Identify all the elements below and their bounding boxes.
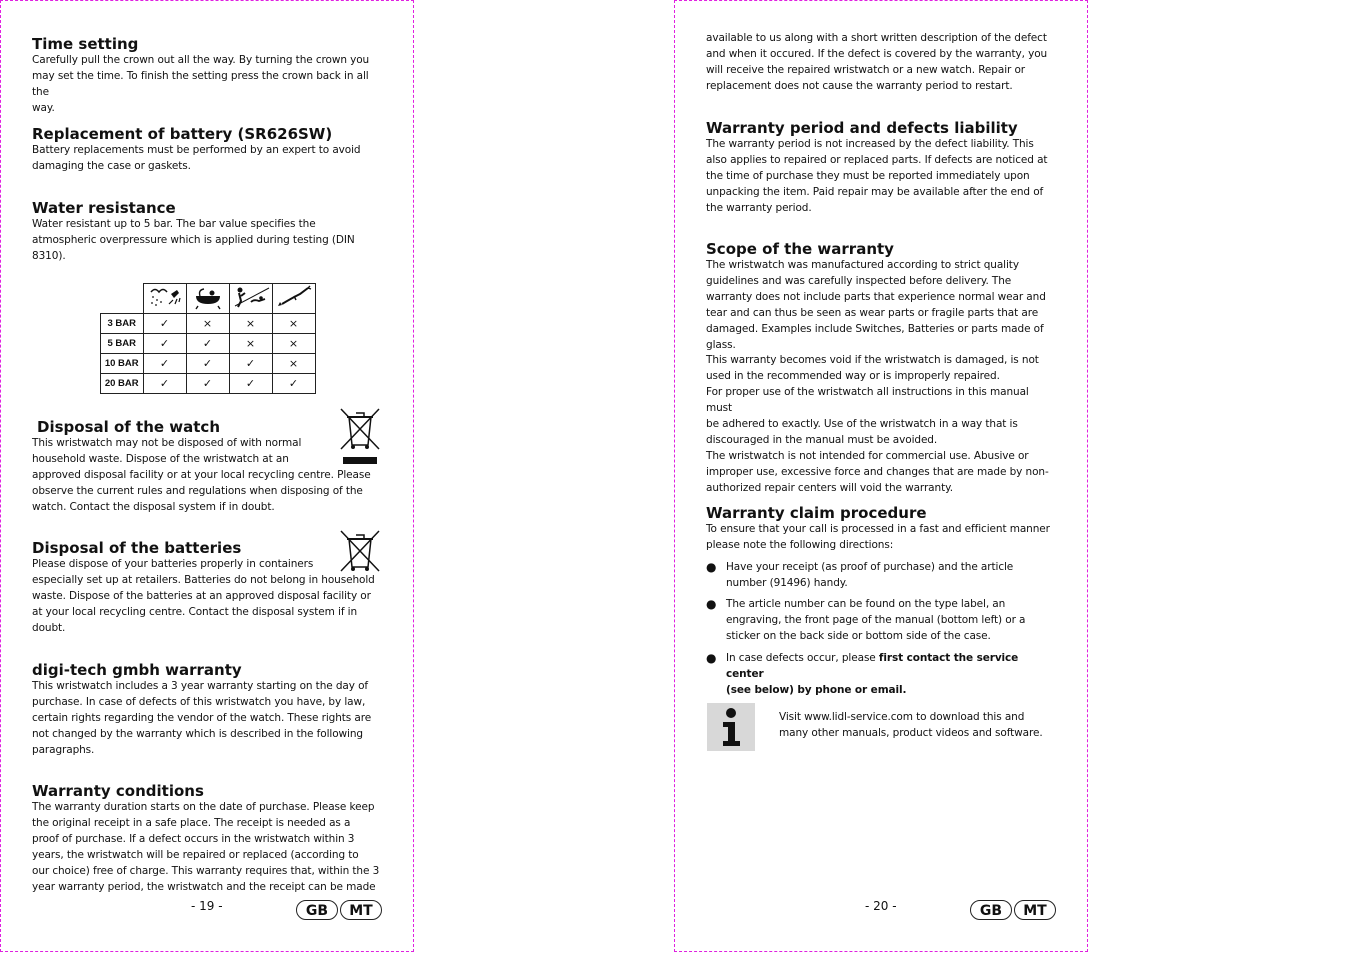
cell: ×	[229, 334, 272, 354]
swimming-icon	[229, 284, 272, 314]
row-label: 3 BAR	[101, 314, 144, 334]
line: at your local recycling centre. Contact the disposal system if in	[32, 605, 358, 618]
lang-badge-gb: GB	[970, 900, 1012, 920]
bullet-bold-text: first contact the service center	[726, 652, 1019, 680]
claim-bullet-list	[706, 560, 1056, 696]
cell: ×	[272, 334, 315, 354]
cell: ✓	[186, 374, 229, 394]
line: the time of purchase they must be reported immediately upon	[706, 169, 1030, 182]
section-warranty-period	[706, 119, 1056, 217]
section-claim-procedure	[706, 504, 1056, 554]
line: doubt.	[32, 621, 66, 634]
line: not changed by the warranty which is described in the following	[32, 727, 363, 740]
line: purchase. In case of defects of this wristwatch you have, by law,	[32, 695, 366, 708]
heading-warranty-conditions: Warranty conditions	[32, 782, 204, 800]
line: authorized repair centers will void the warranty.	[706, 481, 953, 494]
cell: ✓	[186, 354, 229, 374]
line: This wristwatch includes a 3 year warranty starting on the day of	[32, 680, 369, 692]
line: This wristwatch may not be disposed of with normal	[32, 437, 302, 449]
line: years, the wristwatch will be repaired or replaced (according to	[32, 848, 359, 861]
cell: ✓	[272, 374, 315, 394]
cell: ✓	[143, 314, 186, 334]
cell: ✓	[229, 354, 272, 374]
heading-digitech-warranty: digi-tech gmbh warranty	[32, 661, 242, 679]
cell: ✓	[143, 354, 186, 374]
line: To ensure that your call is processed in a fast and efficient manner	[706, 523, 1050, 535]
line: unpacking the item. Paid repair may be available after the end of	[706, 185, 1044, 198]
line: proof of purchase. If a defect occurs in the wristwatch within 3	[32, 832, 355, 845]
water-resistance-table	[100, 283, 316, 394]
section-time-setting	[32, 35, 382, 117]
section-water-resistance	[32, 199, 382, 265]
crossed-bin-icon	[339, 529, 381, 579]
line: waste. Dispose of the batteries at an approved disposal facility or	[32, 589, 371, 602]
section-intro	[706, 31, 1056, 95]
cell: ✓	[143, 374, 186, 394]
line: available to us along with a short written description of the defect	[706, 32, 1047, 44]
section-scope	[706, 240, 1056, 497]
diving-icon	[272, 284, 315, 314]
line: warranty does not include parts that experience normal wear and	[706, 290, 1046, 303]
table-row	[101, 354, 316, 374]
info-text	[779, 710, 1079, 742]
cell: ✓	[143, 334, 186, 354]
page-20	[674, 0, 1088, 952]
line: damaging the case or gaskets.	[32, 159, 191, 172]
bullet-icon: ●	[706, 560, 717, 574]
info-line: Visit www.lidl-service.com to download this and	[779, 711, 1025, 723]
bullet-icon: ●	[706, 651, 717, 665]
line: Please dispose of your batteries properly in containers	[32, 558, 314, 570]
row-label: 20 BAR	[101, 374, 144, 394]
section-warranty-conditions	[32, 782, 382, 895]
line: the warranty period.	[706, 201, 812, 214]
info-line: many other manuals, product videos and software.	[779, 726, 1043, 739]
bullet-text: In case defects occur, please	[726, 652, 879, 664]
row-label: 5 BAR	[101, 334, 144, 354]
line: Have your receipt (as proof of purchase) and the article	[726, 561, 1014, 573]
line: guidelines and was carefully inspected before delivery. The	[706, 274, 1012, 287]
heading-scope: Scope of the warranty	[706, 240, 894, 258]
lang-badge-mt: MT	[1014, 900, 1056, 920]
lang-badge-mt: MT	[340, 900, 382, 920]
line: discouraged in the manual must be avoided.	[706, 433, 938, 446]
section-disposal-batteries	[32, 539, 382, 637]
cell: ✓	[229, 374, 272, 394]
line: atmospheric overpressure which is applied during testing (DIN	[32, 233, 355, 246]
line: will receive the repaired wristwatch or a new watch. Repair or	[706, 63, 1026, 76]
line: glass.	[706, 338, 736, 351]
line: way.	[32, 101, 55, 114]
line: approved disposal facility or at your local recycling centre. Please	[32, 468, 371, 481]
lang-badge-gb: GB	[296, 900, 338, 920]
line: The article number can be found on the type label, an	[726, 598, 1006, 610]
line: This warranty becomes void if the wristwatch is damaged, is not	[706, 354, 1039, 367]
line: especially set up at retailers. Batteries do not belong in household	[32, 573, 375, 586]
cell: ×	[186, 314, 229, 334]
section-battery	[32, 125, 382, 175]
table-row	[101, 334, 316, 354]
line: tear and can thus be seen as wear parts or fragile parts that are	[706, 306, 1039, 319]
line: and when it occured. If the defect is covered by the warranty, you	[706, 47, 1048, 60]
cell: ✓	[186, 334, 229, 354]
info-icon	[707, 703, 755, 751]
heading-water-resistance: Water resistance	[32, 199, 176, 217]
line: The warranty period is not increased by the defect liability. This	[706, 138, 1034, 150]
line: Battery replacements must be performed by an expert to avoid	[32, 144, 361, 156]
bullet-icon: ●	[706, 597, 717, 611]
line: engraving, the front page of the manual (bottom left) or a	[726, 613, 1026, 626]
line: observe the current rules and regulations when disposing of the	[32, 484, 363, 497]
cell: ×	[272, 314, 315, 334]
line: certain rights regarding the vendor of the watch. These rights are	[32, 711, 372, 724]
line: watch. Contact the disposal system if in doubt.	[32, 500, 275, 513]
line: paragraphs.	[32, 743, 95, 756]
section-digitech-warranty	[32, 661, 382, 759]
heading-time-setting: Time setting	[32, 35, 139, 53]
line: Water resistant up to 5 bar. The bar value specifies the	[32, 218, 316, 230]
line: used in the recommended way or is improperly repaired.	[706, 370, 1000, 383]
shower-bath-icon	[186, 284, 229, 314]
cell: ×	[229, 314, 272, 334]
rain-splash-icon	[143, 284, 186, 314]
line: may set the time. To finish the setting press the crown back in all the	[32, 69, 369, 98]
line: The wristwatch is not intended for commercial use. Abusive or	[706, 449, 1029, 462]
heading-battery: Replacement of battery (SR626SW)	[32, 125, 333, 143]
line: please note the following directions:	[706, 538, 894, 551]
line: improper use, excessive force and changes that are made by non-	[706, 465, 1049, 478]
line: sticker on the back side or bottom side of the case.	[726, 629, 991, 642]
heading-disposal-batteries: Disposal of the batteries	[32, 539, 242, 557]
line: household waste. Dispose of the wristwatch at an	[32, 452, 289, 465]
line: The wristwatch was manufactured according to strict quality	[706, 259, 1019, 271]
table-row	[101, 374, 316, 394]
heading-disposal-watch: Disposal of the watch	[37, 418, 220, 436]
line: be adhered to exactly. Use of the wristwatch in a way that is	[706, 418, 1018, 431]
cell: ×	[272, 354, 315, 374]
line: also applies to repaired or replaced parts. If defects are noticed at	[706, 153, 1048, 166]
line: For proper use of the wristwatch all instructions in this manual must	[706, 386, 1029, 415]
section-disposal-watch	[32, 418, 382, 516]
table-row	[101, 314, 316, 334]
line: The warranty duration starts on the date of purchase. Please keep	[32, 801, 375, 813]
line: number (91496) handy.	[726, 576, 848, 589]
line: the original receipt in a safe place. The receipt is needed as a	[32, 816, 351, 829]
bullet-bold-text: (see below) by phone or email.	[726, 683, 907, 696]
line: damaged. Examples include Switches, Batteries or parts made of	[706, 322, 1044, 335]
page-number: - 20 -	[865, 899, 897, 913]
row-label: 10 BAR	[101, 354, 144, 374]
heading-claim-procedure: Warranty claim procedure	[706, 504, 927, 522]
line: replacement does not cause the warranty period to restart.	[706, 79, 1013, 92]
page-19	[0, 0, 414, 952]
heading-warranty-period: Warranty period and defects liability	[706, 119, 1018, 137]
page-number: - 19 -	[191, 899, 223, 913]
line: our choice) free of charge. This warranty requires that, within the 3	[32, 864, 380, 877]
crossed-bin-icon	[339, 407, 381, 471]
line: Carefully pull the crown out all the way. By turning the crown you	[32, 54, 370, 66]
line: year warranty period, the wristwatch and the receipt can be made	[32, 880, 376, 893]
line: 8310).	[32, 249, 66, 262]
